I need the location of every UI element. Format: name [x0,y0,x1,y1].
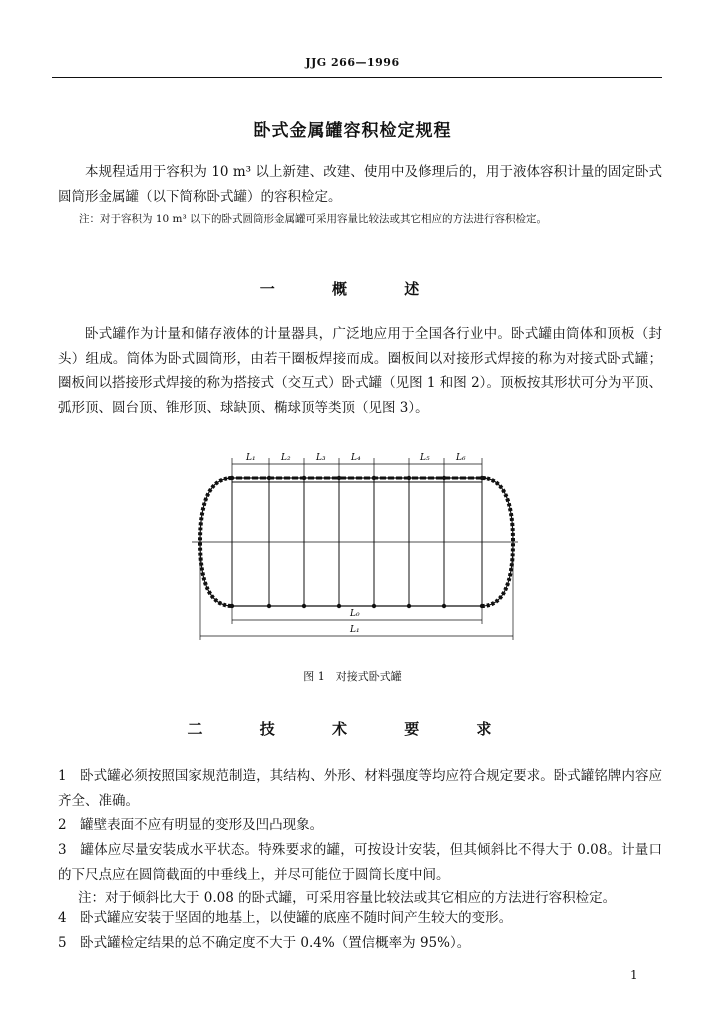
segment-label-4: L₄ [351,453,361,463]
section1-paragraph: 卧式罐作为计量和储存液体的计量器具，广泛地应用于全国各行业中。卧式罐由筒体和顶板（封头）组成。筒体为卧式圆筒形，由若干圈板焊接而成。圈板间以对接形式焊接的称为对接式卧式罐；圈板间以搭接形式焊接的称为搭接式（交互式）卧式罐（见图 1 和图 2）。顶板按其形状可分为平顶、弧形顶、圆台顶、锥形顶、球缺顶、椭球顶等类顶（见图 3）。 [58,326,662,416]
total-length-label: L₁ [350,625,360,635]
segment-label-6: L₆ [456,453,466,463]
requirement-item-3: 3 罐体应尽量安装成水平状态。特殊要求的罐，可按设计安装，但其倾斜比不得大于 0.08。计量口的下尺点应在圆筒截面的中垂线上，并尽可能位于圆筒长度中间。 [58,842,662,883]
intro-paragraph: 本规程适用于容积为 10 m³ 以上新建、改建、使用中及修理后的，用于液体容积计量的固定卧式圆筒形金属罐（以下简称卧式罐）的容积检定。 [58,164,662,205]
intro-note: 注：对于容积为 10 m³ 以下的卧式圆筒形金属罐可采用容量比较法或其它相应的方法进行容积检定。 [79,213,548,225]
segment-label-2: L₂ [281,453,291,463]
segment-label-1: L₁ [246,453,256,463]
figure-caption: 图 1 对接式卧式罐 [303,670,402,683]
requirement-item-4: 4 卧式罐应安装于坚固的地基上，以使罐的底座不随时间产生较大的变形。 [58,910,513,926]
requirement-item-5: 5 卧式罐检定结果的总不确定度不大于 0.4%（置信概率为 95%）。 [58,935,471,951]
segment-label-5: L₅ [420,453,430,463]
standard-code-header: JJG 266—1996 [305,56,400,69]
requirement-item-1: 1 卧式罐必须按照国家规范制造，其结构、外形、材料强度等均应符合规定要求。卧式罐铭牌内容应齐全、准确。 [58,768,662,809]
section2-heading: 二 技 术 要 求 [187,720,518,738]
document-title: 卧式金属罐容积检定规程 [253,121,452,141]
header-rule [52,77,662,78]
page-number: 1 [630,968,638,982]
requirement-item-2: 2 罐壁表面不应有明显的变形及凹凸现象。 [58,817,324,833]
requirement-note: 注：对于倾斜比大于 0.08 的卧式罐，可采用容量比较法或其它相应的方法进行容积检定。 [78,890,617,906]
tank-diagram [180,446,530,646]
section1-heading: 一 概 述 [259,280,446,298]
segment-label-3: L₃ [316,453,326,463]
cylinder-length-label: L₀ [350,609,360,619]
